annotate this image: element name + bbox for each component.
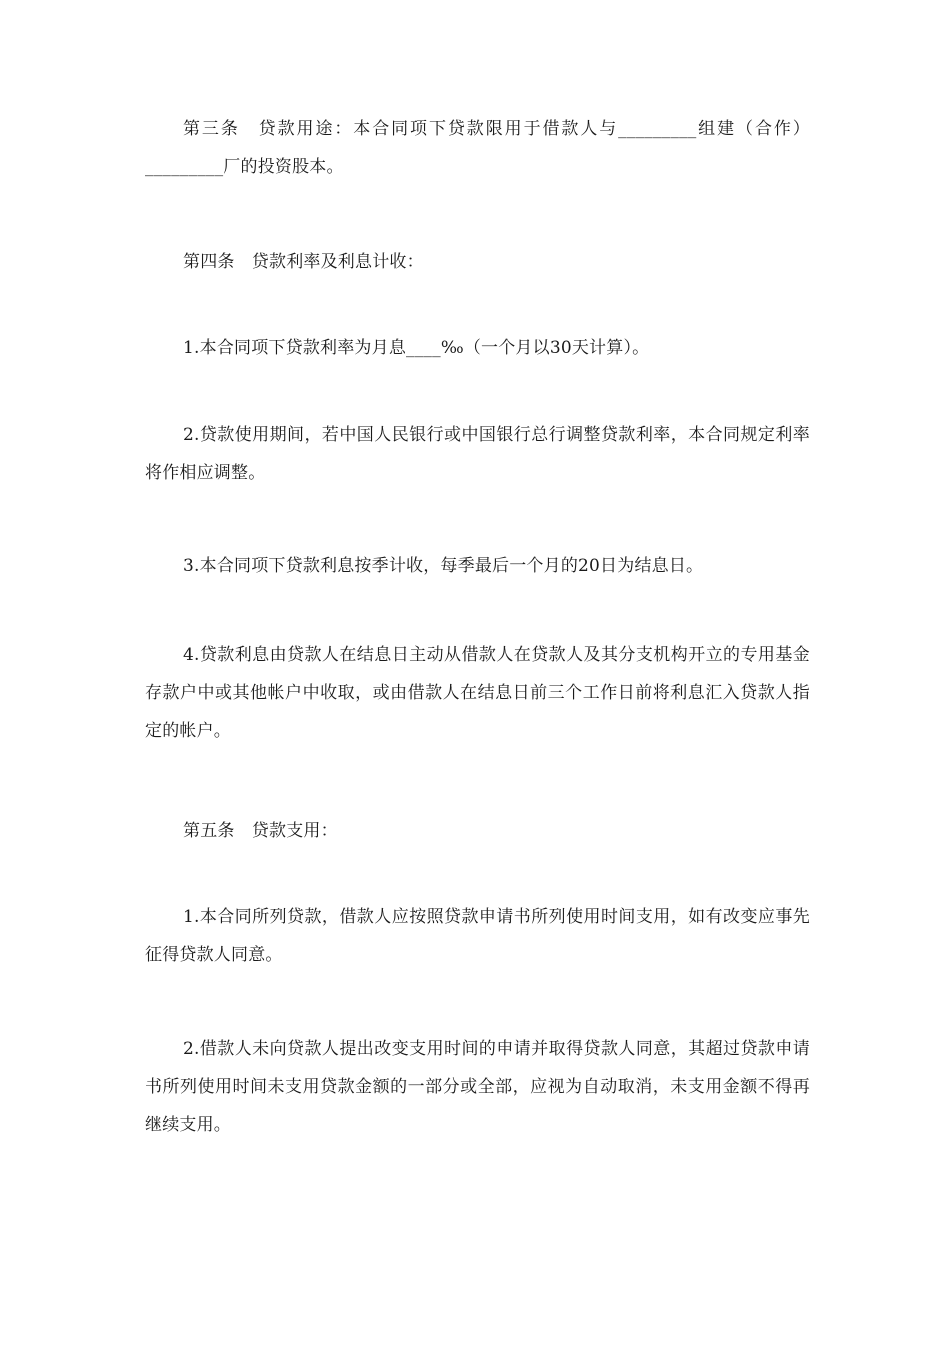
article-5-heading: 第五条 贷款支用： <box>183 821 338 841</box>
article-3-paragraph: 第三条 贷款用途：本合同项下贷款限用于借款人与_________组建（合作）_________厂的投资股本。 <box>145 119 810 177</box>
article-5-item-2: 2.借款人未向贷款人提出改变支用时间的申请并取得贷款人同意，其超过贷款申请书所列使用时间未支用贷款金额的一部分或全部，应视为自动取消，未支用金额不得再继续支用。 <box>145 1039 810 1135</box>
article-5-item-1: 1.本合同所列贷款，借款人应按照贷款申请书所列使用时间支用，如有改变应事先征得贷款人同意。 <box>145 907 810 965</box>
article-4-heading: 第四条 贷款利率及利息计收： <box>183 252 424 272</box>
article-4-item-1: 1.本合同项下贷款利率为月息____‰（一个月以30天计算）。 <box>183 338 650 358</box>
article-4-item-3: 3.本合同项下贷款利息按季计收，每季最后一个月的20日为结息日。 <box>183 556 704 576</box>
article-4-item-4: 4.贷款利息由贷款人在结息日主动从借款人在贷款人及其分支机构开立的专用基金存款户中或其他帐户中收取，或由借款人在结息日前三个工作日前将利息汇入贷款人指定的帐户。 <box>145 645 810 741</box>
article-4-item-2: 2.贷款使用期间，若中国人民银行或中国银行总行调整贷款利率，本合同规定利率将作相应调整。 <box>145 425 810 483</box>
